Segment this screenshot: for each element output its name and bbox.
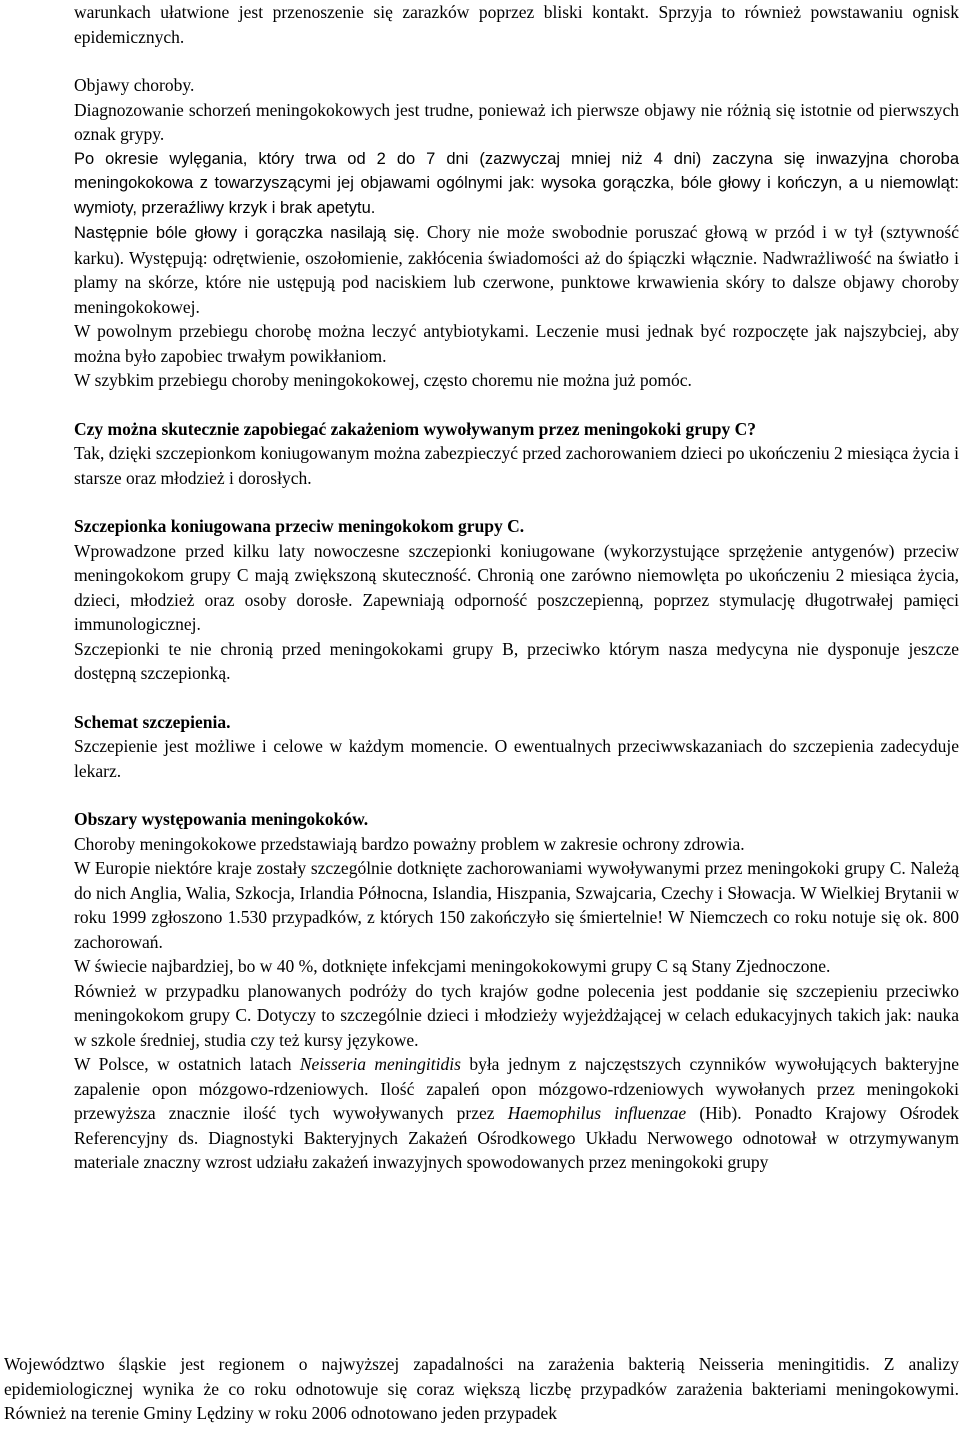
intro-paragraph	[74, 0, 959, 49]
symptoms-paragraph-4: W powolnym przebiegu chorobę można leczyć antybiotykami. Leczenie musi jednak być rozpoczęte jak najszybciej, aby można było zapobiec trwałym powikłaniom.	[74, 321, 959, 366]
document-body	[74, 0, 959, 1175]
symptoms-paragraph-5: W szybkim przebiegu choroby meningokokowej, często choremu nie można już pomóc.	[74, 370, 692, 390]
areas-paragraph-5-a: W Polsce, w ostatnich latach	[74, 1054, 300, 1074]
areas-paragraph-4: Również w przypadku planowanych podróży do tych krajów godne polecenia jest poddanie się szczepieniu przeciwko meningokokom grupy C. Dotyczy to szczególnie dzieci i młodzieży wyjeżdżającej w celach edukacyjnych takich jak: nauka w szkole średniej, studia czy też kursy językowe.	[74, 980, 959, 1050]
intro-line-2: powstawaniu ognisk epidemicznych.	[74, 2, 959, 47]
symptoms-paragraph-3-lead: Następnie bóle głowy i gorączka nasilają się.	[74, 224, 420, 242]
intro-line-1: warunkach ułatwione jest przenoszenie się zarazków poprzez bliski kontakt. Sprzyja to również	[74, 2, 801, 22]
footer-paragraph: Województwo śląskie jest regionem o najwyższej zapadalności na zarażenia bakterią Neisseria meningitidis. Z analizy epidemiologicznej wynika że co roku odnotowuje się coraz większą liczbę przypadków zarażenia bakteriami meningokowymi. Również na terenie Gminy Lędziny w roku 2006 odnotowano jeden przypadek	[4, 1354, 959, 1423]
vaccine-heading: Szczepionka koniugowana przeciw meningokokom grupy C.	[74, 516, 525, 536]
prevention-heading: Czy można skutecznie zapobiegać zakażeniom wywoływanym przez meningokoki grupy C?	[74, 418, 756, 439]
areas-heading: Obszary występowania meningokoków.	[74, 809, 369, 829]
symptoms-heading: Objawy choroby.	[74, 75, 195, 95]
schedule-heading: Schemat szczepienia.	[74, 711, 231, 732]
species-name-haemophilus: Haemophilus influenzae	[507, 1103, 687, 1123]
prevention-paragraph: Tak, dzięki szczepionkom koniugowanym można zabezpieczyć przed zachorowaniem dzieci po ukończeniu 2 miesiąca życia i starsze oraz młodzież i dorosłych.	[74, 443, 959, 488]
areas-paragraph-5-c: (Hib). Ponadto Krajowy Ośrodek Referencyjny ds. Diagnostyki Bakteryjnych Zakażeń Ośrodkowego Układu Nerwowego odnotował w otrzymywanym materiale znaczny wzrost udziału zakażeń inwazyjnych spowodowanych przez meningokoki grupy	[74, 1103, 960, 1172]
symptoms-paragraph-3-rest: Chory nie może swobodnie poruszać głową w przód i w tył (sztywność karku). Występują: odrętwienie, oszołomienie, zakłócenia świadomości aż do śpiączki włącznie. Nadwrażliwość na światło i plamy na skórze, które nie ustępują pod naciskiem lub czerwone, punktowe krwawienia skóry to dalsze objawy choroby meningokokowej.	[74, 222, 959, 317]
areas-paragraph-1: Choroby meningokokowe przedstawiają bardzo poważny problem w zakresie ochrony zdrowia.	[74, 833, 745, 854]
vaccine-paragraph-1: Wprowadzone przed kilku laty nowoczesne szczepionki koniugowane (wykorzystujące sprzężenie antygenów) przeciw meningokokom grupy C mają zwiększoną skuteczność. Chronią one zarówno niemowlęta po ukończeniu 2 miesiąca życia, dzieci, młodzież oraz osoby dorosłe. Zapewniają odporność poszczepienną, poprzez stymulację długotrwałej pamięci immunologicznej.	[74, 540, 959, 634]
areas-paragraph-5-b: była jednym z najczęstszych czynników wywołujących bakteryjne zapalenie opon mózgowo-rdzeniowych. Ilość zapaleń opon mózgowo-rdzeniowych wywołanych przez meningokoki przewyższa znacznie ilość tych wywoływanych przez	[74, 1054, 960, 1123]
schedule-paragraph: Szczepienie jest możliwe i celowe w każdym momencie. O ewentualnych przeciwwskazaniach do szczepienia zadecyduje lekarz.	[74, 736, 959, 781]
vaccine-paragraph-2: Szczepionki te nie chronią przed meningokokami grupy B, przeciwko którym nasza medycyna nie dysponuje jeszcze dostępną szczepionką.	[74, 638, 959, 683]
symptoms-paragraph-2: Po okresie wylęgania, który trwa od 2 do 7 dni (zazwyczaj mniej niż 4 dni) zaczyna się inwazyjna choroba meningokokowa z towarzyszącymi jej objawami ogólnymi jak: wysoka gorączka, bóle głowy i kończyn, a u niemowląt: wymioty, przeraźliwy krzyk i brak apetytu.	[74, 149, 959, 217]
areas-paragraph-5	[74, 1052, 959, 1175]
species-name-neisseria: Neisseria meningitidis	[299, 1054, 461, 1074]
symptoms-paragraph-3	[74, 220, 959, 319]
footer-section	[4, 1352, 959, 1426]
areas-paragraph-3: W świecie najbardziej, bo w 40 %, dotknięte infekcjami meningokokowymi grupy C są Stany Zjednoczone.	[74, 956, 831, 976]
areas-paragraph-2: W Europie niektóre kraje zostały szczególnie dotknięte zachorowaniami wywoływanymi przez meningokoki grupy C. Należą do nich Anglia, Walia, Szkocja, Irlandia Północna, Islandia, Hiszpania, Szwajcaria, Czechy i Słowacja. W Wielkiej Brytanii w roku 1999 zgłoszono 1.530 przypadków, z których 150 zakończyło się śmiertelnie! W Niemczech co roku notuje się ok. 800 zachorowań.	[74, 858, 959, 952]
symptoms-paragraph-1: Diagnozowanie schorzeń meningokokowych jest trudne, ponieważ ich pierwsze objawy nie różnią się istotnie od pierwszych oznak grypy.	[74, 99, 959, 144]
